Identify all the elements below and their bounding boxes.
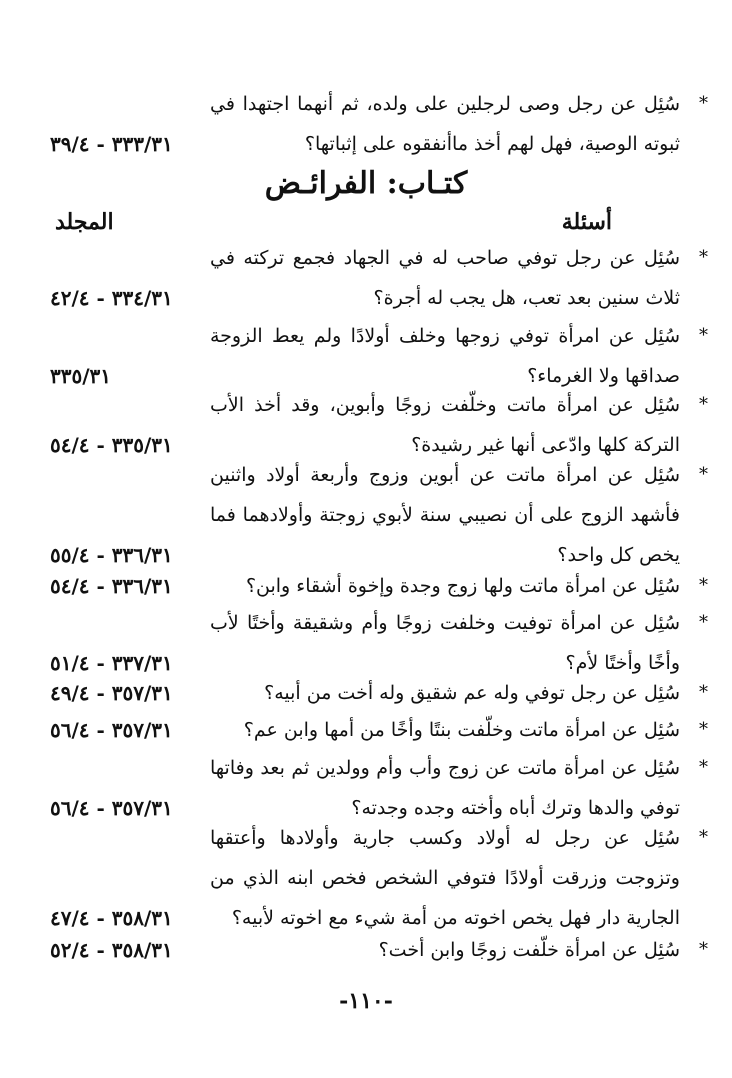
page-number: -١١٠- [339,988,393,1014]
bullet-marker: * [699,612,708,633]
question-text: * سُئِل عن امرأة خلّفت زوجًا وابن أخت؟ [210,930,680,970]
volume-reference: ٣٥٨/٣١ - ٤٧/٤ [50,906,173,930]
bullet-marker: * [699,247,708,268]
list-item [50,603,708,683]
bullet-marker: * [699,757,708,778]
questions-column-header: أسئلة [561,209,612,235]
volume-reference: ٣٥٧/٣١ - ٤٩/٤ [50,681,173,705]
bullet-marker: * [699,394,708,415]
volume-reference: ٣٥٧/٣١ - ٥٦/٤ [50,718,173,742]
question-text: * سُئِل عن امرأة توفي زوجها وخلف أولادًا ولم يعط الزوجة صداقها ولا الغرماء؟ [210,316,680,396]
question-text: * سُئِل عن امرأة ماتت وخلّفت زوجًا وأبوين، وقد أخذ الأب التركة كلها وادّعى أنها غير رشيدة؟ [210,385,680,465]
bullet-marker: * [699,827,708,848]
question-text: * سُئِل عن امرأة ماتت ولها زوج وجدة وإخوة أشقاء وابن؟ [210,566,680,606]
list-item [50,385,708,465]
bullet-marker: * [699,464,708,485]
chapter-title: كتـاب: الفرائـض [264,166,468,201]
question-text: * سُئِل عن امرأة توفيت وخلفت زوجًا وأم وشقيقة وأختًا لأب وأخًا وأختًا لأم؟ [210,603,680,683]
bullet-marker: * [699,719,708,740]
volume-reference: ٣٣٦/٣١ - ٥٤/٤ [50,574,173,598]
list-item [50,84,708,164]
bullet-marker: * [699,575,708,596]
volume-reference: ٣٣٤/٣١ - ٤٢/٤ [50,286,173,310]
list-item [50,238,708,318]
volume-reference: ٣٣٣/٣١ - ٣٩/٤ [50,132,173,156]
volume-reference: ٣٥٧/٣١ - ٥٦/٤ [50,796,173,820]
question-text: * سُئِل عن امرأة ماتت وخلّفت بنتًا وأخًا من أمها وابن عم؟ [210,710,680,750]
question-text: * سُئِل عن رجل له أولاد وكسب جارية وأولادها وأعتقها وتزوجت وزرقت أولادًا فتوفي الشخص فخص ابنه الذي من الجارية دار فهل يخص اخوته من أمة شيء مع اخوته لأبيه؟ [210,818,680,938]
question-text: * سُئِل عن امرأة ماتت عن زوج وأب وأم وولدين ثم بعد وفاتها توفي والدها وترك أباه وأخته وجده وجدته؟ [210,748,680,828]
list-item [50,818,708,938]
bullet-marker: * [699,93,708,114]
question-text: * سُئِل عن رجل وصى لرجلين على ولده، ثم أنهما اجتهدا في ثبوته الوصية، فهل لهم أخذ ماأنفقوه على إثباتها؟ [210,84,680,164]
list-item [50,566,708,606]
list-item [50,316,708,396]
question-text: * سُئِل عن رجل توفي وله عم شقيق وله أخت من أبيه؟ [210,673,680,713]
volume-reference: ٣٥٨/٣١ - ٥٢/٤ [50,938,173,962]
bullet-marker: * [699,325,708,346]
volume-reference: ٣٣٦/٣١ - ٥٥/٤ [50,543,173,567]
list-item [50,673,708,713]
volume-reference: ٣٣٧/٣١ - ٥١/٤ [50,651,173,675]
volume-column-header: المجلد [55,209,114,235]
question-text: * سُئِل عن رجل توفي صاحب له في الجهاد فجمع تركته في ثلاث سنين بعد تعب، هل يجب له أجرة؟ [210,238,680,318]
list-item [50,748,708,828]
bullet-marker: * [699,939,708,960]
question-text: * سُئِل عن امرأة ماتت عن أبوين وزوج وأربعة أولاد واثنين فأشهد الزوج على أن نصيبي سنة لأبوي زوجتة وأولادهما فما يخص كل واحد؟ [210,455,680,575]
list-item [50,930,708,970]
list-item [50,455,708,575]
bullet-marker: * [699,682,708,703]
volume-reference: ٣٣٥/٣١ [50,364,112,388]
list-item [50,710,708,750]
volume-reference: ٣٣٥/٣١ - ٥٤/٤ [50,433,173,457]
